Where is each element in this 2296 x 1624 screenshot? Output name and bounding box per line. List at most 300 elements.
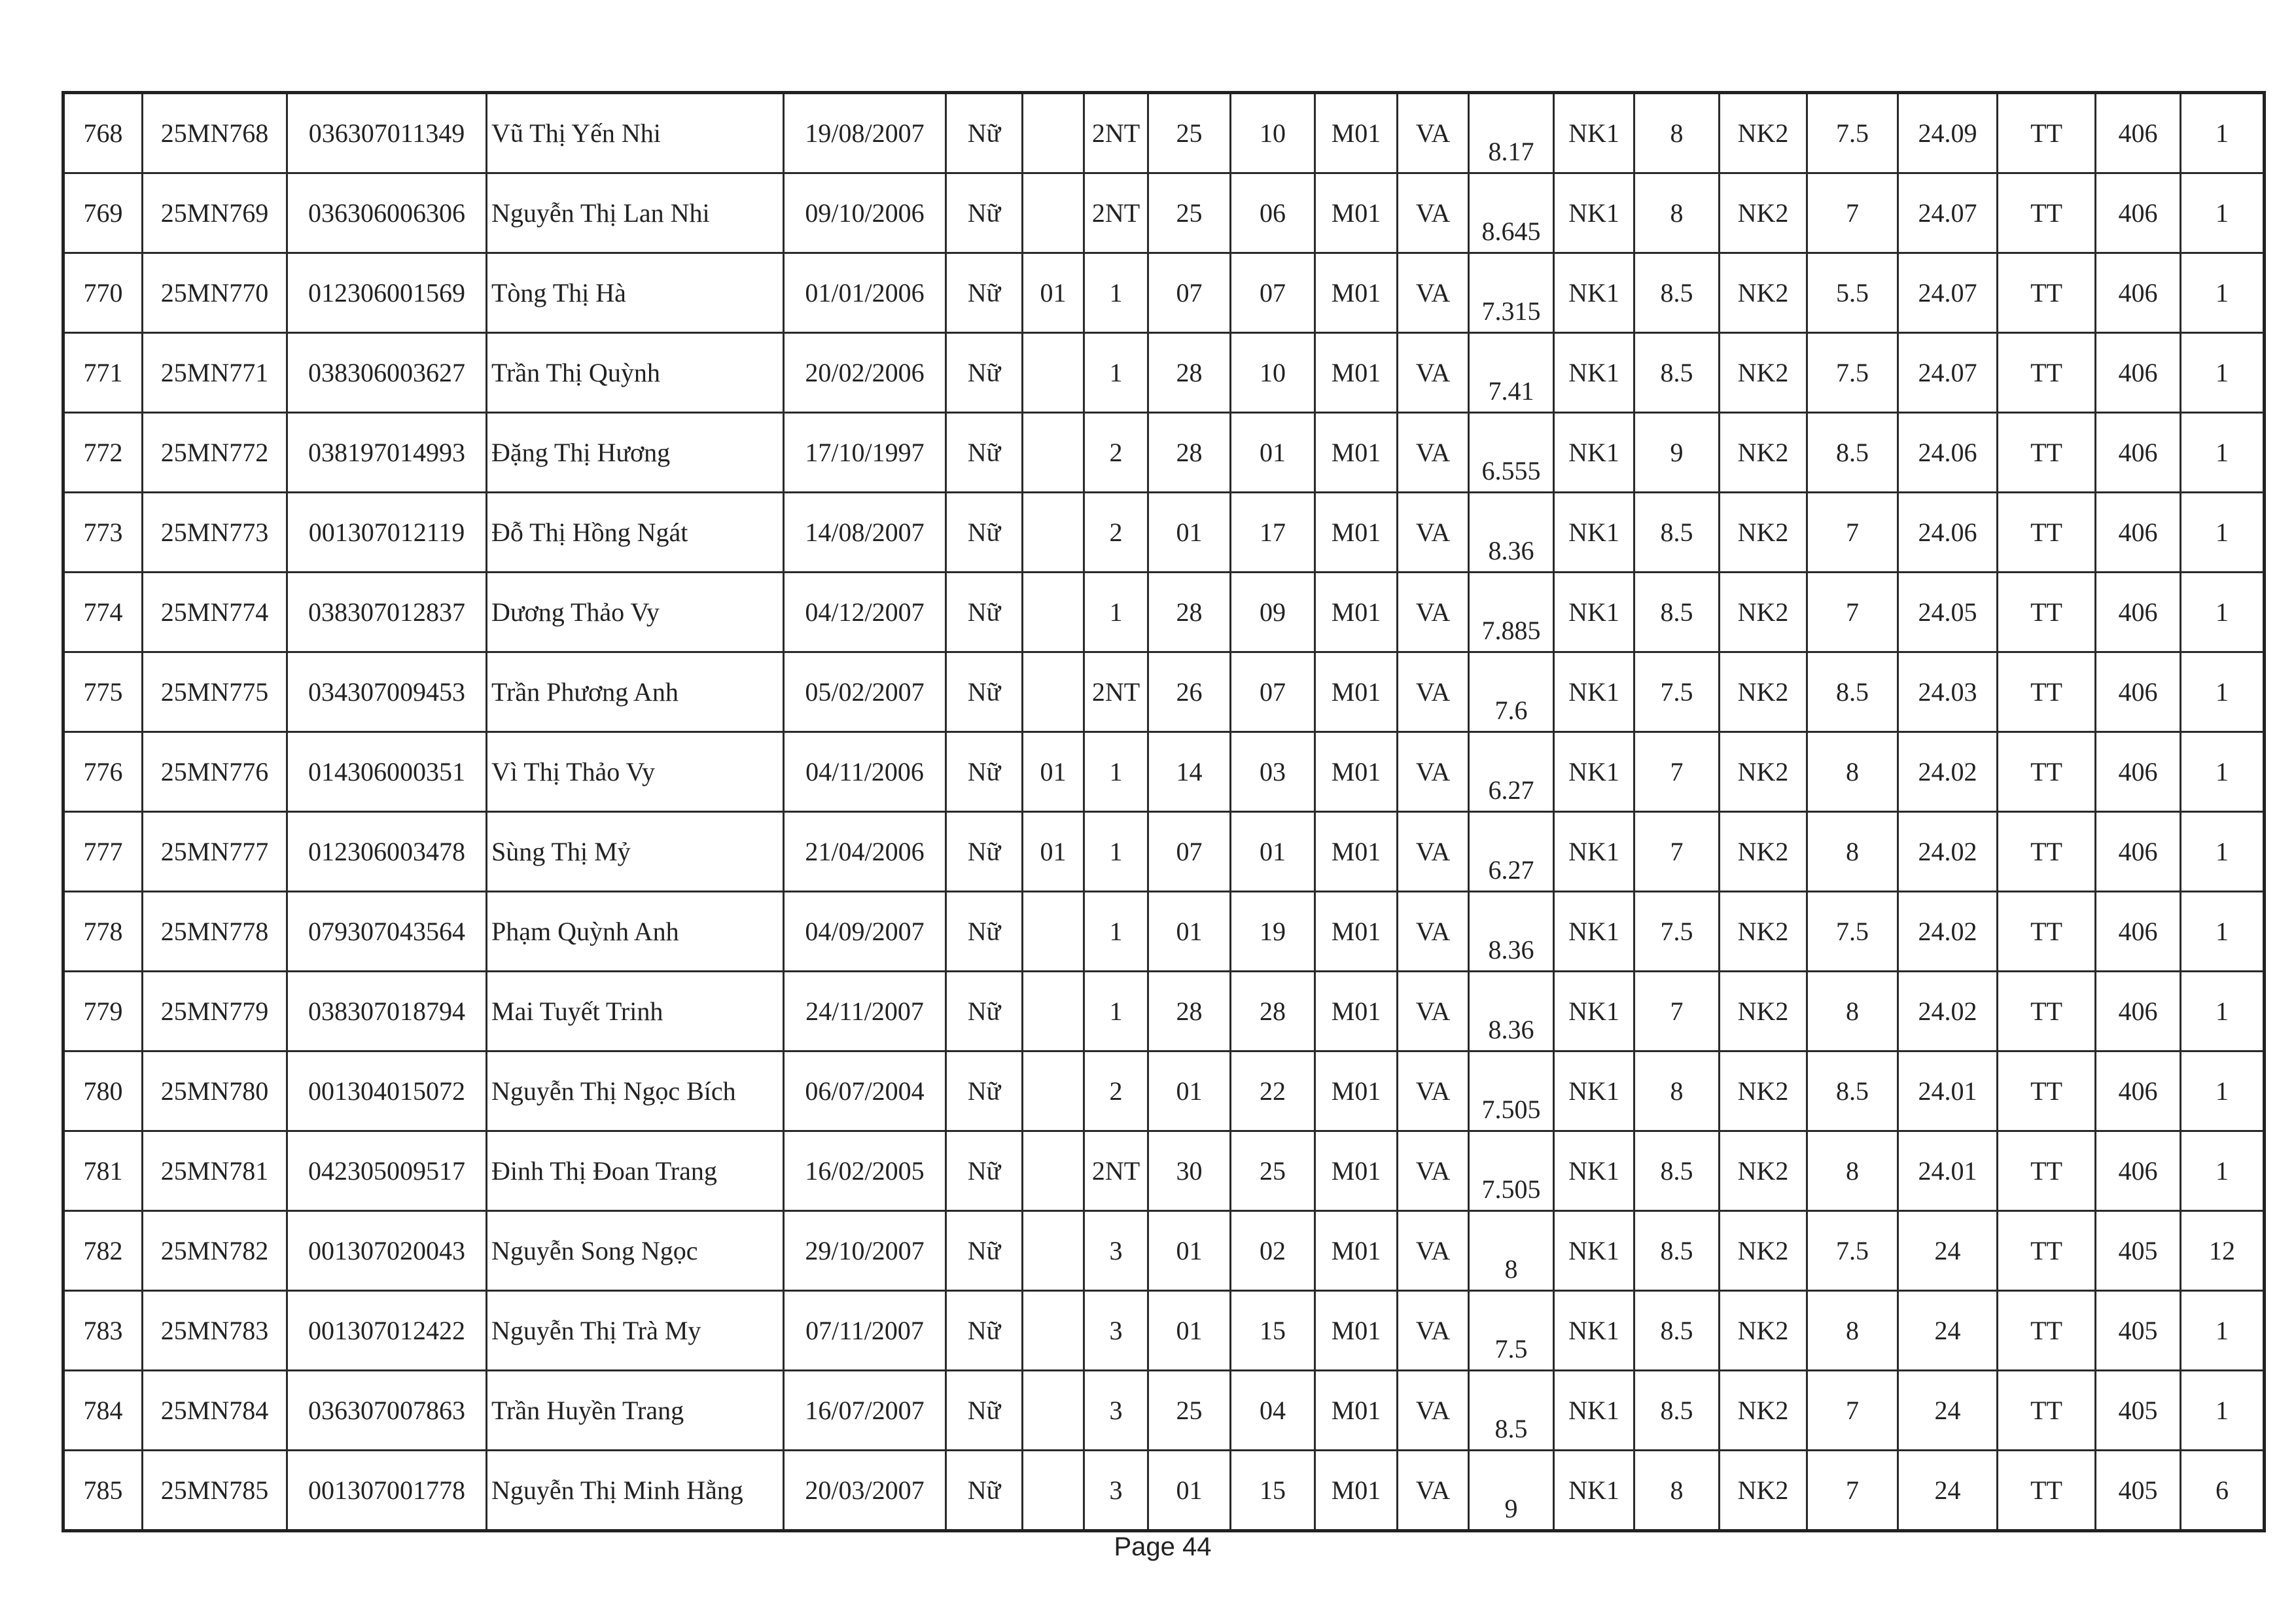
cell-id-number: 014306000351	[287, 732, 487, 812]
cell-priority-area: 1	[1084, 253, 1148, 333]
cell-subject-1: VA	[1398, 333, 1469, 413]
cell-major-code: 406	[2096, 333, 2181, 413]
cell-score-1: 8.645	[1469, 173, 1554, 253]
table-row	[63, 1371, 2265, 1451]
cell-school-code: 03	[1231, 732, 1315, 812]
cell-score-2: 9	[1634, 413, 1720, 493]
cell-gender: Nữ	[946, 1371, 1023, 1451]
cell-score-1: 8.17	[1469, 93, 1554, 173]
cell-id-number: 036307007863	[287, 1371, 487, 1451]
cell-preference: 1	[2181, 1051, 2265, 1131]
cell-score-3: 8.5	[1807, 1051, 1898, 1131]
cell-subject-group: M01	[1315, 892, 1398, 972]
cell-major-code: 406	[2096, 972, 2181, 1051]
cell-province-code: 28	[1148, 573, 1231, 652]
table-row	[63, 573, 2265, 652]
cell-ethnicity	[1023, 972, 1084, 1051]
cell-total-score: 24.09	[1898, 93, 1998, 173]
cell-full-name: Tòng Thị Hà	[487, 253, 784, 333]
cell-gender: Nữ	[946, 892, 1023, 972]
cell-id-number: 001307020043	[287, 1211, 487, 1291]
cell-id-number: 038307018794	[287, 972, 487, 1051]
cell-stt: 775	[63, 652, 143, 732]
cell-subject-group: M01	[1315, 732, 1398, 812]
cell-ethnicity	[1023, 333, 1084, 413]
cell-school-code: 15	[1231, 1451, 1315, 1531]
cell-subject-group: M01	[1315, 1131, 1398, 1211]
cell-preference: 1	[2181, 413, 2265, 493]
cell-subject-1: VA	[1398, 812, 1469, 892]
cell-subject-3: NK2	[1720, 652, 1807, 732]
cell-score-2: 8	[1634, 1051, 1720, 1131]
cell-priority-area: 1	[1084, 573, 1148, 652]
table-row	[63, 253, 2265, 333]
cell-candidate-code: 25MN772	[143, 413, 287, 493]
cell-gender: Nữ	[946, 333, 1023, 413]
cell-id-number: 038307012837	[287, 573, 487, 652]
cell-gender: Nữ	[946, 652, 1023, 732]
cell-candidate-code: 25MN775	[143, 652, 287, 732]
cell-subject-3: NK2	[1720, 173, 1807, 253]
cell-gender: Nữ	[946, 1451, 1023, 1531]
cell-subject-1: VA	[1398, 732, 1469, 812]
cell-score-2: 7	[1634, 972, 1720, 1051]
cell-score-2: 8.5	[1634, 1291, 1720, 1371]
cell-total-score: 24.01	[1898, 1131, 1998, 1211]
cell-preference: 1	[2181, 93, 2265, 173]
table-row	[63, 493, 2265, 573]
cell-status: TT	[1998, 253, 2096, 333]
cell-province-code: 28	[1148, 413, 1231, 493]
cell-province-code: 01	[1148, 1211, 1231, 1291]
cell-major-code: 406	[2096, 812, 2181, 892]
cell-birth-date: 09/10/2006	[784, 173, 946, 253]
cell-subject-2: NK1	[1554, 652, 1634, 732]
cell-candidate-code: 25MN779	[143, 972, 287, 1051]
cell-subject-3: NK2	[1720, 812, 1807, 892]
cell-score-1: 7.505	[1469, 1131, 1554, 1211]
cell-major-code: 406	[2096, 173, 2181, 253]
cell-province-code: 25	[1148, 93, 1231, 173]
cell-birth-date: 04/12/2007	[784, 573, 946, 652]
cell-school-code: 28	[1231, 972, 1315, 1051]
cell-stt: 779	[63, 972, 143, 1051]
cell-stt: 772	[63, 413, 143, 493]
cell-score-1: 7.885	[1469, 573, 1554, 652]
cell-subject-3: NK2	[1720, 493, 1807, 573]
cell-score-2: 8	[1634, 1451, 1720, 1531]
cell-full-name: Trần Phương Anh	[487, 652, 784, 732]
table-row	[63, 93, 2265, 173]
cell-subject-1: VA	[1398, 573, 1469, 652]
cell-status: TT	[1998, 972, 2096, 1051]
cell-school-code: 01	[1231, 413, 1315, 493]
cell-subject-2: NK1	[1554, 493, 1634, 573]
cell-score-1: 6.555	[1469, 413, 1554, 493]
cell-stt: 782	[63, 1211, 143, 1291]
cell-total-score: 24.02	[1898, 732, 1998, 812]
cell-priority-area: 1	[1084, 972, 1148, 1051]
cell-subject-1: VA	[1398, 1211, 1469, 1291]
cell-stt: 783	[63, 1291, 143, 1371]
cell-gender: Nữ	[946, 1291, 1023, 1371]
cell-status: TT	[1998, 812, 2096, 892]
cell-preference: 1	[2181, 1131, 2265, 1211]
cell-preference: 1	[2181, 493, 2265, 573]
cell-status: TT	[1998, 333, 2096, 413]
cell-subject-group: M01	[1315, 173, 1398, 253]
cell-birth-date: 17/10/1997	[784, 413, 946, 493]
cell-status: TT	[1998, 1291, 2096, 1371]
cell-candidate-code: 25MN770	[143, 253, 287, 333]
cell-status: TT	[1998, 93, 2096, 173]
cell-status: TT	[1998, 413, 2096, 493]
cell-stt: 770	[63, 253, 143, 333]
cell-subject-1: VA	[1398, 413, 1469, 493]
cell-subject-1: VA	[1398, 493, 1469, 573]
cell-province-code: 01	[1148, 493, 1231, 573]
cell-school-code: 07	[1231, 652, 1315, 732]
table-row	[63, 173, 2265, 253]
cell-stt: 773	[63, 493, 143, 573]
cell-preference: 1	[2181, 1371, 2265, 1451]
cell-gender: Nữ	[946, 493, 1023, 573]
cell-score-3: 8	[1807, 1291, 1898, 1371]
cell-gender: Nữ	[946, 972, 1023, 1051]
cell-priority-area: 2	[1084, 493, 1148, 573]
cell-birth-date: 19/08/2007	[784, 93, 946, 173]
cell-status: TT	[1998, 892, 2096, 972]
cell-subject-group: M01	[1315, 413, 1398, 493]
cell-subject-group: M01	[1315, 1051, 1398, 1131]
table-row	[63, 1211, 2265, 1291]
cell-subject-1: VA	[1398, 1051, 1469, 1131]
cell-major-code: 406	[2096, 493, 2181, 573]
cell-status: TT	[1998, 1051, 2096, 1131]
cell-score-3: 7	[1807, 1371, 1898, 1451]
cell-subject-group: M01	[1315, 1371, 1398, 1451]
cell-gender: Nữ	[946, 173, 1023, 253]
cell-preference: 1	[2181, 1291, 2265, 1371]
cell-province-code: 28	[1148, 333, 1231, 413]
cell-subject-1: VA	[1398, 1131, 1469, 1211]
cell-subject-group: M01	[1315, 1291, 1398, 1371]
cell-stt: 776	[63, 732, 143, 812]
cell-province-code: 01	[1148, 1291, 1231, 1371]
cell-score-1: 7.505	[1469, 1051, 1554, 1131]
table-row	[63, 812, 2265, 892]
cell-province-code: 26	[1148, 652, 1231, 732]
cell-full-name: Nguyễn Thị Trà My	[487, 1291, 784, 1371]
cell-school-code: 25	[1231, 1131, 1315, 1211]
table-row	[63, 1291, 2265, 1371]
cell-subject-3: NK2	[1720, 413, 1807, 493]
cell-score-3: 7.5	[1807, 333, 1898, 413]
cell-subject-1: VA	[1398, 1291, 1469, 1371]
cell-id-number: 012306003478	[287, 812, 487, 892]
cell-full-name: Trần Thị Quỳnh	[487, 333, 784, 413]
cell-province-code: 01	[1148, 1051, 1231, 1131]
cell-gender: Nữ	[946, 573, 1023, 652]
cell-priority-area: 3	[1084, 1291, 1148, 1371]
cell-full-name: Mai Tuyết Trinh	[487, 972, 784, 1051]
cell-ethnicity	[1023, 173, 1084, 253]
cell-subject-group: M01	[1315, 493, 1398, 573]
table-row	[63, 732, 2265, 812]
cell-candidate-code: 25MN773	[143, 493, 287, 573]
cell-preference: 1	[2181, 812, 2265, 892]
cell-stt: 771	[63, 333, 143, 413]
cell-score-3: 7.5	[1807, 1211, 1898, 1291]
cell-priority-area: 1	[1084, 892, 1148, 972]
cell-status: TT	[1998, 652, 2096, 732]
cell-preference: 1	[2181, 892, 2265, 972]
cell-total-score: 24	[1898, 1451, 1998, 1531]
cell-province-code: 01	[1148, 1451, 1231, 1531]
cell-subject-3: NK2	[1720, 333, 1807, 413]
cell-subject-1: VA	[1398, 972, 1469, 1051]
cell-score-2: 8.5	[1634, 333, 1720, 413]
cell-subject-group: M01	[1315, 972, 1398, 1051]
cell-school-code: 02	[1231, 1211, 1315, 1291]
cell-province-code: 25	[1148, 1371, 1231, 1451]
cell-birth-date: 29/10/2007	[784, 1211, 946, 1291]
cell-gender: Nữ	[946, 812, 1023, 892]
cell-school-code: 10	[1231, 93, 1315, 173]
cell-ethnicity	[1023, 892, 1084, 972]
cell-gender: Nữ	[946, 93, 1023, 173]
cell-subject-1: VA	[1398, 1371, 1469, 1451]
cell-ethnicity	[1023, 1131, 1084, 1211]
cell-ethnicity	[1023, 1451, 1084, 1531]
cell-birth-date: 24/11/2007	[784, 972, 946, 1051]
cell-candidate-code: 25MN769	[143, 173, 287, 253]
cell-status: TT	[1998, 173, 2096, 253]
cell-status: TT	[1998, 1131, 2096, 1211]
cell-major-code: 405	[2096, 1211, 2181, 1291]
cell-id-number: 001307012119	[287, 493, 487, 573]
cell-stt: 769	[63, 173, 143, 253]
cell-subject-2: NK1	[1554, 93, 1634, 173]
cell-status: TT	[1998, 1371, 2096, 1451]
cell-full-name: Sùng Thị Mỷ	[487, 812, 784, 892]
cell-priority-area: 2	[1084, 1051, 1148, 1131]
cell-status: TT	[1998, 1451, 2096, 1531]
cell-preference: 1	[2181, 253, 2265, 333]
cell-score-2: 8.5	[1634, 1211, 1720, 1291]
cell-subject-2: NK1	[1554, 573, 1634, 652]
cell-total-score: 24	[1898, 1371, 1998, 1451]
cell-score-1: 6.27	[1469, 732, 1554, 812]
cell-gender: Nữ	[946, 253, 1023, 333]
cell-school-code: 22	[1231, 1051, 1315, 1131]
cell-school-code: 19	[1231, 892, 1315, 972]
cell-stt: 785	[63, 1451, 143, 1531]
cell-full-name: Trần Huyền Trang	[487, 1371, 784, 1451]
cell-subject-2: NK1	[1554, 812, 1634, 892]
cell-subject-3: NK2	[1720, 1211, 1807, 1291]
cell-subject-group: M01	[1315, 652, 1398, 732]
cell-subject-3: NK2	[1720, 573, 1807, 652]
cell-score-3: 8	[1807, 1131, 1898, 1211]
cell-score-2: 8	[1634, 93, 1720, 173]
cell-gender: Nữ	[946, 1131, 1023, 1211]
cell-candidate-code: 25MN777	[143, 812, 287, 892]
cell-preference: 6	[2181, 1451, 2265, 1531]
cell-birth-date: 07/11/2007	[784, 1291, 946, 1371]
cell-score-1: 8.5	[1469, 1371, 1554, 1451]
cell-province-code: 30	[1148, 1131, 1231, 1211]
cell-score-2: 8	[1634, 173, 1720, 253]
cell-subject-2: NK1	[1554, 333, 1634, 413]
cell-total-score: 24.07	[1898, 333, 1998, 413]
cell-birth-date: 16/02/2005	[784, 1131, 946, 1211]
cell-ethnicity	[1023, 1211, 1084, 1291]
cell-stt: 768	[63, 93, 143, 173]
cell-ethnicity: 01	[1023, 253, 1084, 333]
cell-id-number: 034307009453	[287, 652, 487, 732]
cell-full-name: Nguyễn Thị Ngọc Bích	[487, 1051, 784, 1131]
cell-priority-area: 1	[1084, 812, 1148, 892]
cell-score-3: 8	[1807, 812, 1898, 892]
cell-ethnicity	[1023, 93, 1084, 173]
cell-candidate-code: 25MN768	[143, 93, 287, 173]
cell-full-name: Đặng Thị Hương	[487, 413, 784, 493]
table-row	[63, 1051, 2265, 1131]
cell-subject-group: M01	[1315, 573, 1398, 652]
cell-subject-3: NK2	[1720, 732, 1807, 812]
cell-score-3: 7	[1807, 493, 1898, 573]
cell-score-3: 8.5	[1807, 413, 1898, 493]
cell-major-code: 405	[2096, 1371, 2181, 1451]
cell-school-code: 06	[1231, 173, 1315, 253]
cell-priority-area: 3	[1084, 1451, 1148, 1531]
cell-score-3: 7	[1807, 173, 1898, 253]
table-row	[63, 1451, 2265, 1531]
cell-subject-3: NK2	[1720, 1371, 1807, 1451]
cell-status: TT	[1998, 732, 2096, 812]
cell-score-3: 5.5	[1807, 253, 1898, 333]
cell-subject-2: NK1	[1554, 253, 1634, 333]
cell-ethnicity	[1023, 1051, 1084, 1131]
cell-score-3: 8	[1807, 972, 1898, 1051]
cell-gender: Nữ	[946, 1051, 1023, 1131]
cell-subject-3: NK2	[1720, 892, 1807, 972]
cell-birth-date: 14/08/2007	[784, 493, 946, 573]
cell-score-1: 9	[1469, 1451, 1554, 1531]
cell-subject-group: M01	[1315, 93, 1398, 173]
cell-score-1: 8.36	[1469, 892, 1554, 972]
cell-gender: Nữ	[946, 732, 1023, 812]
cell-subject-group: M01	[1315, 253, 1398, 333]
cell-score-1: 6.27	[1469, 812, 1554, 892]
cell-subject-group: M01	[1315, 1451, 1398, 1531]
cell-major-code: 406	[2096, 1051, 2181, 1131]
cell-total-score: 24.07	[1898, 173, 1998, 253]
cell-total-score: 24.03	[1898, 652, 1998, 732]
cell-school-code: 09	[1231, 573, 1315, 652]
cell-subject-group: M01	[1315, 812, 1398, 892]
cell-subject-2: NK1	[1554, 732, 1634, 812]
cell-major-code: 406	[2096, 652, 2181, 732]
cell-subject-2: NK1	[1554, 413, 1634, 493]
cell-major-code: 406	[2096, 93, 2181, 173]
cell-full-name: Nguyễn Thị Lan Nhi	[487, 173, 784, 253]
cell-school-code: 15	[1231, 1291, 1315, 1371]
cell-subject-1: VA	[1398, 1451, 1469, 1531]
cell-candidate-code: 25MN780	[143, 1051, 287, 1131]
cell-total-score: 24	[1898, 1211, 1998, 1291]
cell-id-number: 079307043564	[287, 892, 487, 972]
cell-preference: 12	[2181, 1211, 2265, 1291]
cell-birth-date: 20/03/2007	[784, 1451, 946, 1531]
cell-score-2: 8.5	[1634, 1371, 1720, 1451]
cell-candidate-code: 25MN785	[143, 1451, 287, 1531]
cell-subject-3: NK2	[1720, 93, 1807, 173]
cell-score-3: 7	[1807, 573, 1898, 652]
cell-ethnicity	[1023, 1291, 1084, 1371]
cell-priority-area: 3	[1084, 1211, 1148, 1291]
cell-id-number: 036306006306	[287, 173, 487, 253]
cell-birth-date: 05/02/2007	[784, 652, 946, 732]
cell-priority-area: 2NT	[1084, 1131, 1148, 1211]
cell-total-score: 24.01	[1898, 1051, 1998, 1131]
cell-id-number: 038197014993	[287, 413, 487, 493]
cell-total-score: 24	[1898, 1291, 1998, 1371]
cell-score-2: 8.5	[1634, 253, 1720, 333]
cell-subject-2: NK1	[1554, 1051, 1634, 1131]
cell-stt: 778	[63, 892, 143, 972]
cell-subject-3: NK2	[1720, 972, 1807, 1051]
cell-score-2: 8.5	[1634, 493, 1720, 573]
cell-subject-group: M01	[1315, 333, 1398, 413]
cell-full-name: Dương Thảo Vy	[487, 573, 784, 652]
cell-school-code: 10	[1231, 333, 1315, 413]
cell-priority-area: 2	[1084, 413, 1148, 493]
cell-full-name: Phạm Quỳnh Anh	[487, 892, 784, 972]
cell-subject-2: NK1	[1554, 1291, 1634, 1371]
cell-score-3: 7	[1807, 1451, 1898, 1531]
cell-id-number: 012306001569	[287, 253, 487, 333]
cell-birth-date: 16/07/2007	[784, 1371, 946, 1451]
cell-score-3: 8.5	[1807, 652, 1898, 732]
cell-major-code: 406	[2096, 892, 2181, 972]
table-row	[63, 972, 2265, 1051]
table-row	[63, 333, 2265, 413]
cell-subject-3: NK2	[1720, 253, 1807, 333]
cell-preference: 1	[2181, 573, 2265, 652]
cell-subject-2: NK1	[1554, 972, 1634, 1051]
cell-priority-area: 2NT	[1084, 93, 1148, 173]
cell-ethnicity	[1023, 493, 1084, 573]
cell-subject-3: NK2	[1720, 1131, 1807, 1211]
cell-score-3: 7.5	[1807, 892, 1898, 972]
cell-candidate-code: 25MN781	[143, 1131, 287, 1211]
cell-candidate-code: 25MN771	[143, 333, 287, 413]
cell-priority-area: 2NT	[1084, 173, 1148, 253]
cell-stt: 780	[63, 1051, 143, 1131]
table-row	[63, 413, 2265, 493]
cell-preference: 1	[2181, 173, 2265, 253]
cell-subject-2: NK1	[1554, 1211, 1634, 1291]
cell-full-name: Vũ Thị Yến Nhi	[487, 93, 784, 173]
cell-subject-1: VA	[1398, 253, 1469, 333]
cell-total-score: 24.02	[1898, 972, 1998, 1051]
cell-gender: Nữ	[946, 413, 1023, 493]
cell-total-score: 24.05	[1898, 573, 1998, 652]
cell-total-score: 24.07	[1898, 253, 1998, 333]
cell-candidate-code: 25MN782	[143, 1211, 287, 1291]
